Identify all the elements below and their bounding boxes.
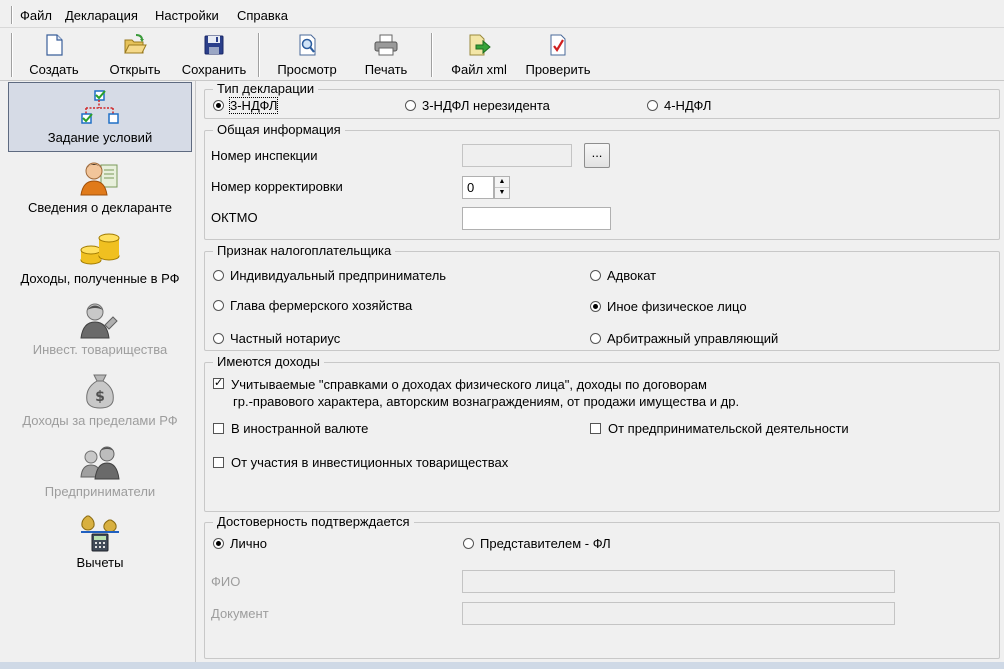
sidebar-item-label: Доходы, полученные в РФ <box>20 271 180 286</box>
conditions-icon <box>80 89 120 127</box>
check-icon[interactable]: ✓ <box>214 377 224 389</box>
group-legend: Тип декларации <box>213 81 318 96</box>
main-content <box>197 81 1004 662</box>
checkbox-box[interactable] <box>213 457 224 468</box>
sidebar-item-declarant[interactable] <box>8 153 192 223</box>
print-label: Печать <box>364 62 408 77</box>
document-label: Документ <box>211 606 269 621</box>
xml-file-button[interactable] <box>446 31 512 79</box>
inspection-label: Номер инспекции <box>211 148 318 163</box>
radio-individual-entrepreneur[interactable] <box>213 268 446 283</box>
radio-dot[interactable] <box>213 333 224 344</box>
printer-icon <box>373 34 399 56</box>
check-button[interactable] <box>520 31 596 79</box>
group-legend: Признак налогоплательщика <box>213 243 395 258</box>
group-legend: Имеются доходы <box>213 354 324 369</box>
xml-export-icon <box>467 34 491 56</box>
confirmation-group <box>204 514 1000 659</box>
sidebar-item-label: Инвест. товарищества <box>32 342 168 357</box>
browse-inspection-button[interactable]: ... <box>584 143 610 168</box>
checkbox-label-line2: гр.-правового характера, авторским вознаграждениям, от продажи имущества и др. <box>233 394 740 409</box>
radio-dot[interactable] <box>590 270 601 281</box>
coins-icon <box>79 230 121 268</box>
taxpayer-sign-group <box>204 243 1000 351</box>
open-label: Открыть <box>109 62 161 77</box>
oktmo-field[interactable] <box>462 207 611 230</box>
radio-label: Частный нотариус <box>230 331 341 346</box>
radio-label: Представителем - ФЛ <box>480 536 611 551</box>
checkbox-label-line1: Учитываемые "справками о доходах физического лица", доходы по договорам <box>231 377 707 392</box>
fio-field[interactable] <box>462 570 895 593</box>
preview-button[interactable] <box>272 31 342 79</box>
checkbox-invest-partnership[interactable] <box>213 455 508 470</box>
sidebar-item-conditions[interactable] <box>8 82 192 152</box>
spin-up-icon[interactable]: ▲ <box>495 177 509 188</box>
sidebar-item-deductions[interactable] <box>8 508 192 578</box>
sidebar <box>0 81 196 662</box>
sidebar-item-label: Предприниматели <box>44 484 156 499</box>
menu-declaration[interactable]: Декларация <box>65 8 138 23</box>
radio-dot[interactable] <box>647 100 658 111</box>
sidebar-item-label: Доходы за пределами РФ <box>22 413 178 428</box>
preview-label: Просмотр <box>277 62 337 77</box>
radio-label: 3-НДФЛ нерезидента <box>422 98 550 113</box>
radio-personally[interactable] <box>213 536 267 551</box>
entrepreneur-icon <box>79 443 121 481</box>
radio-4ndfl[interactable] <box>647 98 711 113</box>
menu-settings[interactable]: Настройки <box>155 8 219 23</box>
inspection-field[interactable] <box>462 144 572 167</box>
document-field[interactable] <box>462 602 895 625</box>
declaration-type-group <box>204 81 1000 119</box>
radio-dot[interactable] <box>405 100 416 111</box>
sidebar-item-income-abroad[interactable] <box>8 366 192 436</box>
radio-dot[interactable] <box>590 333 601 344</box>
sidebar-item-entrepreneurs[interactable] <box>8 437 192 507</box>
investor-icon <box>79 301 121 339</box>
declarant-icon <box>79 159 121 197</box>
income-group <box>204 354 1000 512</box>
radio-dot[interactable] <box>213 270 224 281</box>
toolbar <box>0 29 1004 81</box>
menu-bar <box>0 0 1004 28</box>
radio-dot[interactable] <box>213 300 224 311</box>
group-legend: Общая информация <box>213 122 345 137</box>
xml-file-label: Файл xml <box>451 62 507 77</box>
group-legend: Достоверность подтверждается <box>213 514 414 529</box>
radio-3ndfl-nonresident[interactable] <box>405 98 550 113</box>
checkbox-box[interactable] <box>590 423 601 434</box>
print-button[interactable] <box>358 31 414 79</box>
sidebar-item-label: Сведения о декларанте <box>28 200 172 215</box>
correction-spinner[interactable] <box>494 176 510 199</box>
radio-dot[interactable] <box>213 100 224 111</box>
sidebar-item-label: Вычеты <box>76 555 124 570</box>
checkbox-label: В иностранной валюте <box>231 421 369 436</box>
radio-label: Глава фермерского хозяйства <box>230 298 413 313</box>
fio-label: ФИО <box>211 574 241 589</box>
radio-label: 3-НДФЛ <box>230 98 278 113</box>
sidebar-item-invest[interactable] <box>8 295 192 365</box>
sidebar-item-label: Задание условий <box>47 130 153 145</box>
radio-dot[interactable] <box>213 538 224 549</box>
new-document-icon <box>44 34 64 56</box>
radio-dot[interactable] <box>463 538 474 549</box>
svg-text:$: $ <box>95 389 105 405</box>
open-folder-icon <box>123 34 147 56</box>
create-button[interactable] <box>22 31 86 79</box>
create-label: Создать <box>29 62 79 77</box>
open-button[interactable] <box>104 31 166 79</box>
radio-other-individual[interactable] <box>590 299 747 314</box>
radio-label: 4-НДФЛ <box>664 98 712 113</box>
radio-farm-head[interactable] <box>213 298 412 313</box>
checkbox-label: От участия в инвестиционных товариществах <box>231 455 509 470</box>
menu-file[interactable]: Файл <box>20 8 52 23</box>
oktmo-label: ОКТМО <box>211 210 258 225</box>
sidebar-item-income-rf[interactable] <box>8 224 192 294</box>
toolbar-separator <box>431 33 433 77</box>
radio-label: Адвокат <box>607 268 657 283</box>
deductions-icon <box>79 514 121 552</box>
radio-3ndfl[interactable] <box>213 98 277 113</box>
radio-label: Арбитражный управляющий <box>607 331 779 346</box>
menu-help[interactable]: Справка <box>237 8 288 23</box>
toolbar-separator <box>258 33 260 77</box>
menu-grip <box>11 6 13 24</box>
radio-notary[interactable] <box>213 331 340 346</box>
checkbox-main-income[interactable] <box>213 376 739 410</box>
checkbox-box[interactable] <box>213 423 224 434</box>
save-button[interactable] <box>178 31 250 79</box>
radio-dot[interactable] <box>590 301 601 312</box>
toolbar-grip <box>11 33 13 77</box>
save-label: Сохранить <box>181 62 247 77</box>
correction-field[interactable]: 0 <box>462 176 494 199</box>
checkbox-label <box>231 376 739 410</box>
preview-icon <box>296 34 318 56</box>
correction-label: Номер корректировки <box>211 179 343 194</box>
radio-lawyer[interactable] <box>590 268 656 283</box>
checkbox-label: От предпринимательской деятельности <box>608 421 849 436</box>
checkbox-foreign-currency[interactable] <box>213 421 368 436</box>
money-bag-icon <box>79 372 121 410</box>
radio-label: Лично <box>230 536 267 551</box>
checkbox-business-income[interactable] <box>590 421 849 436</box>
spin-down-icon[interactable]: ▼ <box>498 189 506 196</box>
check-document-icon <box>547 34 569 56</box>
radio-label: Иное физическое лицо <box>607 299 747 314</box>
general-info-group <box>204 122 1000 240</box>
radio-representative[interactable] <box>463 536 611 551</box>
window-bottom-edge <box>0 662 1004 669</box>
check-label: Проверить <box>525 62 591 77</box>
radio-arbitration-manager[interactable] <box>590 331 778 346</box>
floppy-disk-icon <box>203 34 225 56</box>
radio-label: Индивидуальный предприниматель <box>230 268 447 283</box>
